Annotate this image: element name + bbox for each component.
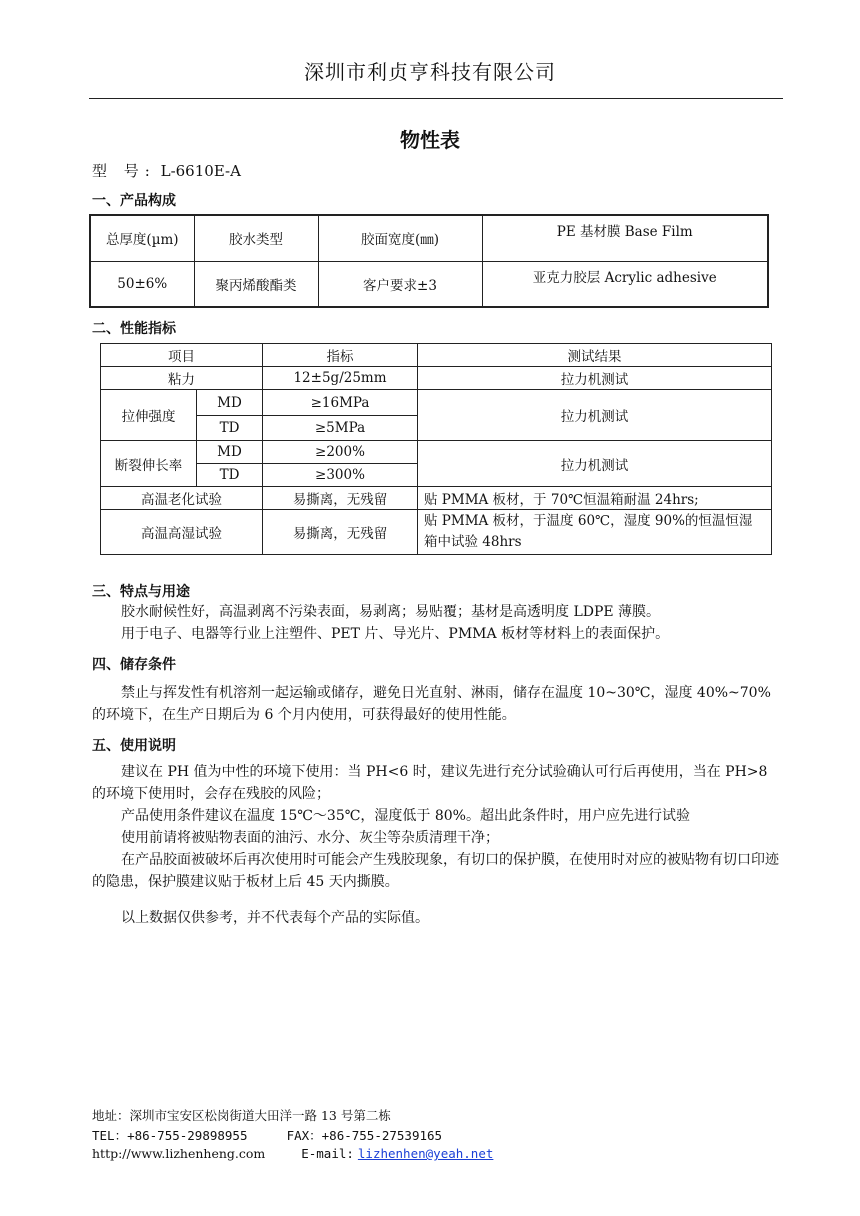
humidity-spec: 易撕离，无残留 (263, 510, 418, 555)
aging-result: 贴 PMMA 板材，于 70℃恒温箱耐温 24hrs; (418, 487, 772, 510)
elongation-td-label: TD (197, 464, 263, 487)
footer-web-line (92, 1146, 493, 1161)
section3-text (92, 601, 813, 645)
adhesion-result: 拉力机测试 (418, 367, 772, 390)
header-adhesive-type: 胶水类型 (194, 215, 318, 261)
header-base-film: PE 基材膜 Base Film (482, 215, 768, 261)
table-row (101, 441, 772, 464)
section5-heading: 五、使用说明 (92, 738, 176, 754)
section4-heading: 四、储存条件 (92, 657, 176, 673)
table-row (101, 510, 772, 555)
footer-website[interactable]: http://www.lizhenheng.com (92, 1146, 266, 1161)
table-row (101, 344, 772, 367)
header-result: 测试结果 (418, 344, 772, 367)
adhesion-spec: 12±5g/25mm (263, 367, 418, 390)
header-thickness: 总厚度(µm) (90, 215, 194, 261)
table-row (90, 215, 768, 261)
elongation-md-label: MD (197, 441, 263, 464)
footer-fax: FAX：+86-755-27539165 (286, 1128, 443, 1143)
tensile-result: 拉力机测试 (418, 390, 772, 441)
tensile-td-label: TD (197, 416, 263, 441)
instruction-ph: 建议在 PH 值为中性的环境下使用：当 PH<6 时，建议先进行充分试验确认可行后再使用，当在 PH>8 的环境下使用时，会存在残胶的风险； (92, 764, 768, 802)
storage-text: 禁止与挥发性有机溶剂一起运输或储存，避免日光直射、淋雨，储存在温度 10~30℃，湿度 40%~70%的环境下，在生产日期后为 6 个月内使用，可获得最好的使用性能。 (92, 685, 771, 723)
aging-item: 高温老化试验 (101, 487, 263, 510)
tensile-md-label: MD (197, 390, 263, 416)
header-item: 项目 (101, 344, 263, 367)
table-row (101, 390, 772, 416)
model-label: 型 号: (92, 162, 156, 180)
table-row (90, 261, 768, 307)
header-spec: 指标 (263, 344, 418, 367)
section3-heading: 三、特点与用途 (92, 584, 190, 600)
tensile-item: 拉伸强度 (101, 390, 197, 441)
performance-table (100, 343, 772, 555)
usage-line: 用于电子、电器等行业上注塑件、PET 片、导光片、PMMA 板材等材料上的表面保护。 (121, 626, 670, 642)
composition-table (89, 214, 769, 308)
value-adhesive-layer: 亚克力胶层 Acrylic adhesive (482, 261, 768, 307)
section2-heading: 二、性能指标 (92, 321, 176, 337)
elongation-td-spec: ≥300% (263, 464, 418, 487)
footer-address: 地址：深圳市宝安区松岗街道大田洋一路 13 号第二栋 (92, 1108, 391, 1123)
company-name: 深圳市利贞亨科技有限公司 (304, 60, 556, 84)
value-thickness: 50±6% (90, 261, 194, 307)
value-adhesive-type: 聚丙烯酸酯类 (194, 261, 318, 307)
page-title: 物性表 (400, 128, 460, 152)
elongation-item: 断裂伸长率 (101, 441, 197, 487)
footer-email-link[interactable]: lizhenhen@yeah.net (357, 1146, 494, 1161)
value-width: 客户要求±3 (318, 261, 482, 307)
table-row (101, 367, 772, 390)
instruction-conditions: 产品使用条件建议在温度 15℃～35℃，湿度低于 80%。超出此条件时，用户应先进行试验 (121, 808, 690, 824)
model-value: L-6610E-A (160, 162, 241, 180)
header-divider (89, 98, 783, 99)
instruction-cleaning: 使用前请将被贴物表面的油污、水分、灰尘等杂质清理干净； (121, 830, 499, 846)
humidity-result: 贴 PMMA 板材，于温度 60℃，湿度 90%的恒温恒湿箱中试验 48hrs (418, 510, 772, 555)
footer-tel: TEL：+86-755-29898955 (92, 1128, 248, 1143)
usage-instructions (92, 761, 784, 893)
header-width: 胶面宽度(㎜) (318, 215, 482, 261)
model-line (92, 160, 241, 181)
tensile-md-spec: ≥16MPa (263, 390, 418, 416)
footer-email-label: E-mail: (301, 1146, 354, 1161)
elongation-md-spec: ≥200% (263, 441, 418, 464)
adhesion-item: 粘力 (101, 367, 263, 390)
aging-spec: 易撕离，无残留 (263, 487, 418, 510)
section1-heading: 一、产品构成 (92, 193, 176, 209)
table-row (101, 487, 772, 510)
disclaimer: 以上数据仅供参考，并不代表每个产品的实际值。 (121, 910, 429, 926)
feature-line: 胶水耐候性好，高温剥离不污染表面，易剥离；易贴覆；基材是高透明度 LDPE 薄膜。 (121, 604, 661, 620)
instruction-residue: 在产品胶面被破坏后再次使用时可能会产生残胶现象，有切口的保护膜，在使用时对应的被贴物有切口印迹的隐患，保护膜建议贴于板材上后 45 天内撕膜。 (92, 852, 779, 890)
humidity-item: 高温高湿试验 (101, 510, 263, 555)
elongation-result: 拉力机测试 (418, 441, 772, 487)
footer-phone-line (92, 1126, 442, 1144)
tensile-td-spec: ≥5MPa (263, 416, 418, 441)
